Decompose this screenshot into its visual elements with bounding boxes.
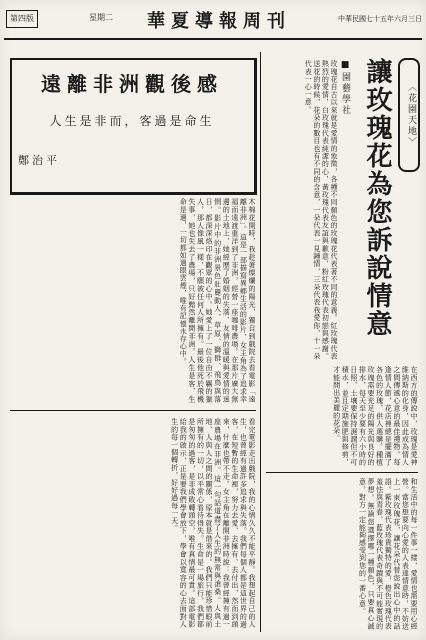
article-subhead: 人生是非而，客過是命生 bbox=[49, 114, 215, 128]
issue-date: 中華民國七十五年六月三日 bbox=[338, 15, 422, 23]
article-body-lower: 看完電影走出戲院，我的心情久久不能平靜。我想起自己的人生，也曾經有過許多追求與失落。我們每個人都是這世界的過客，在短暫的生命裡，努力去愛、去擁有、去付出，然而到頭來，什麼也帶不走。女主角在離開非洲時說：我曾經擁有過一座農場在非洲。這一句話道盡了人生的無常與滄桑。人與土地、人與人之間的關係，原本就是借來的。我們只能珍惜眼前所擁有的一切，以平常心看待得失。生命是一場旅行，我們都是匆匆的過客，是非成敗轉頭空，唯有真情最可貴。這部電影給我的啟示，正是要我們學會放下，學會以寬容的心去面對人生的每一個轉折，好好過每一天。 bbox=[170, 418, 256, 628]
article-body-upper: 木棉花開時，我趁著燦爛的陽光，獨自到戲院去看電影「遠離非洲」。這是一部描寫異鄉生活的影片，女主角為了追求幸福而遠渡重洋到了非洲，經營一座咖啡農場。在那片廣大無邊的土地上，她經歷了婚姻的失落、友情的溫暖與愛情的迷惘。影片中的非洲景色壯麗動人，草原、獅群、飛鳥與落日，都深深烙印在觀眾的心中。她愛上了一位自由不羈的獵人，那人像風一樣，不願被任何人所擁有。最後他死於飛機失事，她也失去了農場，只好黯然離開非洲。人生是客，生命是過，一切都如過眼雲煙，唯有記憶永存心中。 bbox=[179, 198, 256, 403]
article-author: 鄭治平 bbox=[18, 154, 60, 167]
article-body-middle: 在西方的傳說中，玫瑰是愛神維納斯的化身，因此成為情人之間傳遞心意的最佳禮物。每逢情人節，花店裡總是擺滿了各色的玫瑰，供人選購。種植玫瑰需要充足的陽光與良好的排水，每天至少要有六小時的日照，土壤要保持濕潤但不可積水，並且定期施肥與修剪，才能開出美麗的花朵。 bbox=[332, 366, 418, 466]
article-byline: ■園藝學社 bbox=[340, 60, 350, 116]
page-number: 第四版 bbox=[6, 10, 38, 28]
article-body-lower: 和生活中的每一件事一樣，愛情也需要用心經營。當您想要向心愛的人表達情意時，不妨送上一束玫瑰花，讓花朵代替您說出心中的話語。紫玫瑰代表珍貴獨特的愛，橙色玫瑰代表羞怯與青春，藍玫瑰代表奇蹟與不可能實現的夢想。無論您選擇哪一種顏色，只要真心誠意，對方一定能夠感受到您的一番心意。 bbox=[358, 478, 418, 630]
article-headline: 遠離非洲觀後感 bbox=[41, 72, 223, 96]
article-body-upper: 玫瑰花自古以來就是愛情的象徵，各種不同顏色的玫瑰花代表著不同的意義。紅玫瑰代表熱烈的愛情，白玫瑰代表純潔的心，黃玫瑰代表友誼與歉意，粉紅玫瑰代表初戀與感謝。送花的時候，花朵的數目也有不同的含意，一朵代表一見鍾情，三朵代表我愛你，十一朵代表一心一意。 bbox=[304, 60, 338, 360]
article-title: 讓玫瑰花為您訴說情意 bbox=[362, 58, 392, 338]
publication-title: 華夏導報周刊 bbox=[147, 11, 291, 32]
section-tag: 〈花園天地〉 bbox=[398, 58, 420, 172]
weekday-label: 星期二 bbox=[86, 10, 116, 26]
